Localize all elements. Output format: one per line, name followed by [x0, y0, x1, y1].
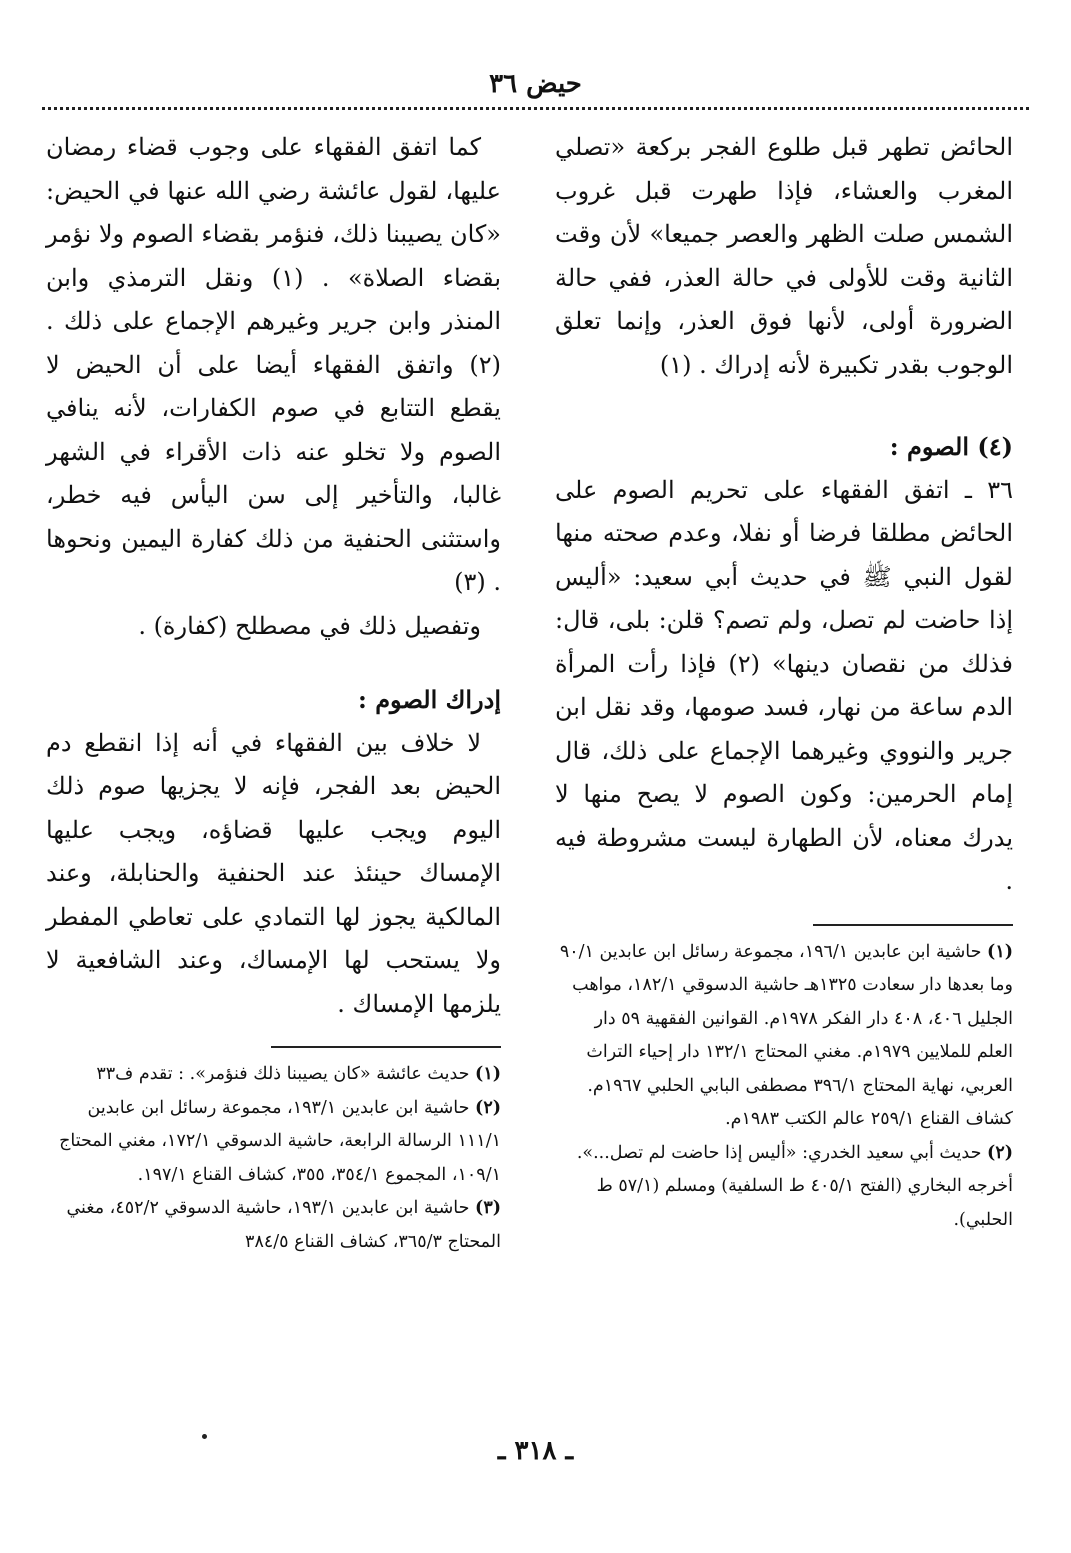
footnote-text: حديث عائشة «كان يصيبنا ذلك فنؤمر». : تقدم ف٣٣	[96, 1064, 470, 1084]
footnote-text: حديث أبي سعيد الخدري: «أليس إذا حاضت لم تصل...». أخرجه البخاري (الفتح ٤٠٥/١ ط السلفية) ومسلم (٥٧/١ ط الحلبي).	[576, 1142, 1013, 1230]
header-dotted-divider	[42, 107, 1029, 110]
left-paragraph-1: كما اتفق الفقهاء على وجوب قضاء رمضان عليها، لقول عائشة رضي الله عنها في الحيض: «كان يصيبنا ذلك، فنؤمر بقضاء الصوم ولا نؤمر بقضاء الصلاة» . (١) ونقل الترمذي وابن المنذر وابن جرير وغيرهم الإجماع على ذلك . (٢) واتفق الفقهاء أيضا على أن الحيض لا يقطع التتابع في صوم الكفارات، لأنه ينافي الصوم ولا تخلو عنه ذات الأقراء في الشهر غالبا، والتأخير إلى سن اليأس فيه خطر، واستثنى الحنفية من ذلك كفارة اليمين ونحوها . (٣)	[46, 133, 501, 596]
footnote-number: (١)	[987, 941, 1013, 962]
footnote-number: (١)	[475, 1064, 501, 1084]
footnote-text: حاشية ابن عابدين ١٩٣/١، مجموعة رسائل ابن عابدين ١١١/١ الرسالة الرابعة، حاشية الدسوقي ١٧٢/١، مغني المحتاج ١٠٩/١، المجموع ٣٥٤/١، ٣٥٥، كشاف القناع ١٩٧/١.	[59, 1097, 501, 1185]
right-paragraph-2: ٣٦ ـ اتفق الفقهاء على تحريم الصوم على الحائض مطلقا فرضا أو نفلا، وعدم صحته منها لقول النبي ﷺ في حديث أبي سعيد: «أليس إذا حاضت لم تصل، ولم تصم؟ قلن: بلى، قال: فذلك من نقصان دينها» (٢) فإذا رأت المرأة الدم ساعة من نهار، فسد صومها، وقد نقل ابن جرير والنووي وغيرهما الإجماع على ذلك، قال إمام الحرمين: وكون الصوم لا يصح منها لا يدرك معناه، لأن الطهارة ليست مشروطة فيه .	[555, 475, 1013, 895]
footnote-text: حاشية ابن عابدين ١٩٣/١، حاشية الدسوقي ٤٥٢/٢، مغني المحتاج ٣٦٥/٣، كشاف القناع ٣٨٤/٥	[66, 1198, 501, 1252]
section-heading-fasting: (٤) الصوم :	[889, 432, 1013, 461]
right-paragraph-1: الحائض تطهر قبل طلوع الفجر بركعة «تصلي المغرب والعشاء، فإذا طهرت قبل غروب الشمس صلت الظهر والعصر جميعا» لأن وقت الثانية وقت للأولى في حالة العذر، ففي حالة الضرورة أولى، لأنها فوق العذر، وإنما تعلق الوجوب بقدر تكبيرة لأنه إدراك . (١)	[555, 133, 1013, 379]
footnote-divider	[271, 1046, 501, 1048]
footnote-divider	[813, 924, 1013, 926]
footnote-number: (٢)	[987, 1142, 1013, 1163]
footnote-text: حاشية ابن عابدين ١٩٦/١، مجموعة رسائل ابن عابدين ٩٠/١ وما بعدها دار سعادت ١٣٢٥هـ حاشية الدسوقي ١٨٢/١، مواهب الجليل ٤٠٦، ٤٠٨ دار الفكر ١٩٧٨م. القوانين الفقهية ٥٩ دار العلم للملايين ١٩٧٩م. مغني المحتاج ١٣٢/١ دار إحياء التراث العربي، نهاية المحتاج ٣٩٦/١ مصطفى البابي الحلبي ١٩٦٧م. كشاف القناع ٢٥٩/١ عالم الكتب ١٩٨٣م.	[559, 941, 1013, 1129]
left-paragraph-1b: وتفصيل ذلك في مصطلح (كفارة) .	[138, 611, 481, 640]
footnote-item	[46, 1192, 501, 1259]
footnote-item	[46, 1092, 501, 1193]
footnote-item	[46, 1058, 501, 1092]
page-number: ـ ٣١٨ ـ	[497, 1436, 574, 1466]
footnote-item	[555, 1137, 1013, 1238]
section-heading-fasting-catchup: إدراك الصوم :	[357, 685, 501, 714]
footnote-number: (٣)	[475, 1198, 501, 1218]
left-paragraph-2: لا خلاف بين الفقهاء في أنه إذا انقطع دم الحيض بعد الفجر، فإنه لا يجزيها صوم ذلك اليوم ويجب عليها قضاؤه، ويجب عليها الإمساك حينئذ عند الحنفية والحنابلة، وعند المالكية يجوز لها التمادي على تعاطي المفطر ولا يستحب لها الإمساك، وعند الشافعية لا يلزمها الإمساك .	[46, 728, 501, 1018]
left-column	[46, 126, 501, 1259]
right-column	[555, 126, 1013, 1237]
footnote-number: (٢)	[475, 1097, 501, 1118]
footnote-item	[555, 936, 1013, 1137]
page-header-title: حيض ٣٦	[489, 69, 582, 99]
